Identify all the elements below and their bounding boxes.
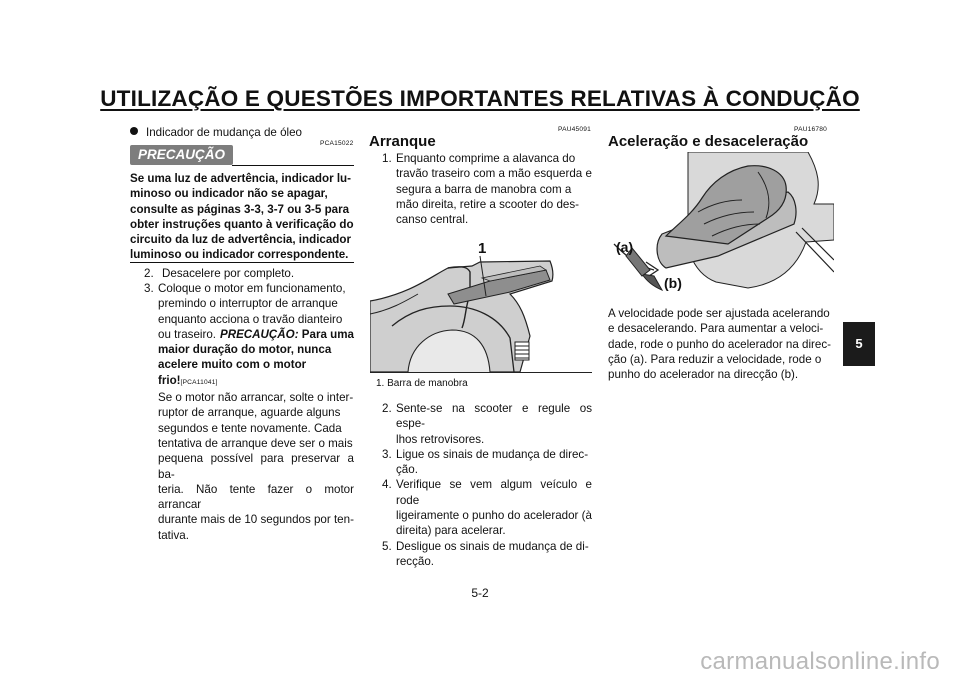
watermark: carmanualsonline.info xyxy=(700,648,940,675)
bullet-text: Indicador de mudança de óleo xyxy=(146,126,302,139)
page-title: UTILIZAÇÃO E QUESTÕES IMPORTANTES RELATIVAS À CONDUÇÃO xyxy=(100,86,860,111)
caution-label: PRECAUÇÃO xyxy=(130,145,233,165)
arranque-step-4: 4. Verifique se vem algum veículo e rode ligeiramente o punho do acelerador (à direita) para acelerar. xyxy=(382,478,592,538)
chapter-tab: 5 xyxy=(843,322,875,366)
caution-badge xyxy=(130,145,233,165)
heading-aceleracao: Aceleração e desaceleração xyxy=(608,133,809,150)
heading-arranque: Arranque xyxy=(369,133,436,150)
step-2: 2. Desacelere por completo. xyxy=(144,267,295,280)
caution-text: Se uma luz de advertência, indicador lu- minoso ou indicador não se apagar, consulte as páginas 3-3, 3-7 ou 3-5 para obter instruções quanto à verificação do circuito da luz de advertência, indicador luminoso ou indicador correspondente. xyxy=(130,172,354,262)
arranque-step-1: 1. Enquanto comprime a alavanca do travão traseiro com a mão esquerda e segura a barra de manobra com a mão direita, retire a scooter do des- canso central. xyxy=(382,152,592,227)
caution-top-rule xyxy=(232,165,354,166)
arranque-step-2: 2. Sente-se na scooter e regule os espe- lhos retrovisores. xyxy=(382,402,592,446)
arranque-steps-2-5 xyxy=(382,401,592,569)
section-code-aceleracao: PAU16780 xyxy=(794,126,828,133)
aceleracao-paragraph: A velocidade pode ser ajustada acelerando e desacelerando. Para aumentar a veloci- dade, rode o punho do acelerador na direc- ção (a). Para reduzir a velocidade, rode o punho do acelerador na direcção (b). xyxy=(608,307,832,382)
figure-throttle xyxy=(608,152,834,294)
throttle-hand-illustration xyxy=(608,152,834,294)
figure-callout-1: 1 xyxy=(478,240,487,257)
label-a: (a) xyxy=(616,239,634,255)
bullet-icon xyxy=(130,127,138,135)
bullet-item xyxy=(130,125,360,140)
page-number: 5-2 xyxy=(471,586,489,600)
arranque-step-3: 3. Ligue os sinais de mudança de direc- ção. xyxy=(382,447,589,477)
caution-code: PCA15022 xyxy=(320,140,354,147)
step-3: 3. Coloque o motor em funcionamento, premindo o interruptor de arranque enquanto acciona o travão dianteiro ou traseiro. PRECAUÇÃO: Para uma maior duração do motor, nunca acelere muito com o motor frio![PCA11041] Se o motor não arrancar, solte o inter- ruptor de arranque, aguarde alguns segundos e tente novamente. Cada tentativa de arranque deve ser o mais pequena possível para preservar a ba- teria. Não tente fazer o motor arrancar durante mais de 10 segundos por ten- tativa. xyxy=(144,282,354,542)
arranque-step-5: 5. Desligue os sinais de mudança de di- recção. xyxy=(382,539,589,568)
figure-caption: 1. Barra de manobra xyxy=(376,378,468,389)
caution-bottom-rule xyxy=(130,262,354,263)
section-code-arranque: PAU45091 xyxy=(558,126,592,133)
label-b: (b) xyxy=(664,275,682,291)
